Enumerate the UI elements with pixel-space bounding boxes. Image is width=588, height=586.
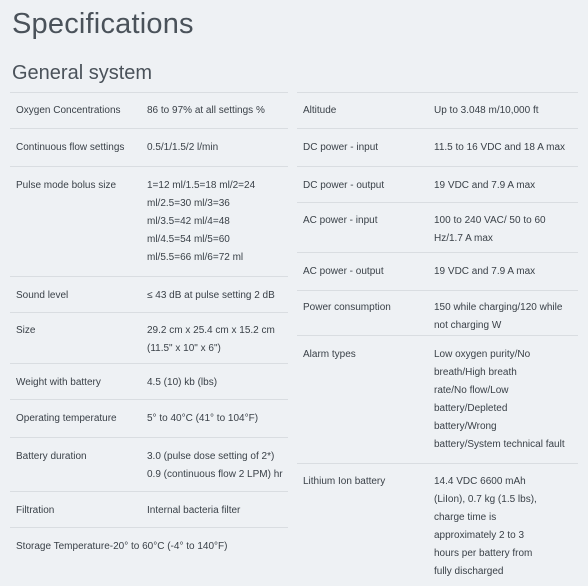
spec-row (297, 202, 578, 252)
spec-label: Battery duration (16, 451, 87, 462)
spec-value-line: charge time is (434, 512, 497, 523)
spec-value-line: 29.2 cm x 25.4 cm x 15.2 cm (147, 325, 275, 336)
spec-value (434, 346, 578, 454)
spec-label: Alarm types (303, 349, 356, 360)
spec-row (10, 527, 288, 567)
spec-value-line: hours per battery from (434, 548, 533, 559)
spec-value (147, 102, 292, 120)
spec-value-line: 19 VDC and 7.9 A max (434, 180, 536, 191)
spec-label: AC power - input (303, 215, 378, 226)
spec-value-line: breath/High breath (434, 367, 517, 378)
spec-row (297, 290, 578, 335)
spec-label: Lithium Ion battery (303, 476, 386, 487)
spec-value (147, 502, 292, 520)
spec-value (434, 139, 578, 157)
spec-label: DC power - input (303, 142, 379, 153)
page-title: Specifications (12, 8, 194, 40)
spec-value (434, 473, 578, 581)
spec-label: Oxygen Concentrations (16, 105, 121, 116)
spec-value-line: 100 to 240 VAC/ 50 to 60 (434, 215, 546, 226)
spec-label: Altitude (303, 105, 337, 116)
spec-value (434, 102, 578, 120)
spec-label: Weight with battery (16, 377, 101, 388)
spec-row (10, 437, 288, 491)
spec-value (434, 177, 578, 195)
spec-value-line: 14.4 VDC 6600 mAh (434, 476, 526, 487)
spec-value (147, 139, 292, 157)
spec-label: Sound level (16, 290, 69, 301)
spec-value-line: ml/5.5=66 ml/6=72 ml (147, 252, 244, 263)
spec-label: AC power - output (303, 266, 384, 277)
spec-value (434, 212, 578, 248)
spec-value-line: ml/3.5=42 ml/4=48 (147, 216, 230, 227)
spec-value-line: approximately 2 to 3 (434, 530, 525, 541)
spec-label: Filtration (16, 505, 55, 516)
spec-value-line: rate/No flow/Low (434, 385, 509, 396)
spec-value-line: not charging W (434, 320, 502, 331)
spec-value-line: 150 while charging/120 while (434, 302, 563, 313)
spec-value (147, 322, 292, 358)
spec-row (10, 92, 288, 128)
spec-label: Power consumption (303, 302, 391, 313)
spec-row (10, 491, 288, 527)
spec-value (147, 177, 292, 267)
spec-value-line: 1=12 ml/1.5=18 ml/2=24 (147, 180, 256, 191)
spec-label: Storage Temperature-20° to 60°C (-4° to 140°F) (16, 541, 228, 552)
spec-value-line: Hz/1.7 A max (434, 233, 493, 244)
spec-value-line: 19 VDC and 7.9 A max (434, 266, 536, 277)
spec-label: Continuous flow settings (16, 142, 125, 153)
spec-value-line: fully discharged (434, 566, 504, 577)
spec-value-line: ml/4.5=54 ml/5=60 (147, 234, 230, 245)
section-title: General system (12, 62, 153, 84)
spec-value (147, 448, 292, 484)
spec-value-line: Internal bacteria filter (147, 505, 241, 516)
spec-row (10, 166, 288, 276)
spec-value-line: 11.5 to 16 VDC and 18 A max (434, 142, 566, 153)
spec-value-line: Up to 3.048 m/10,000 ft (434, 105, 539, 116)
spec-label: DC power - output (303, 180, 385, 191)
spec-value-line: ml/2.5=30 ml/3=36 (147, 198, 230, 209)
spec-row (297, 92, 578, 128)
spec-value-line: (LiIon), 0.7 kg (1.5 lbs), (434, 494, 537, 505)
spec-value-line: battery/Wrong (434, 421, 497, 432)
spec-row (297, 463, 578, 583)
spec-row (297, 166, 578, 202)
spec-value-line: battery/Depleted (434, 403, 508, 414)
spec-row (297, 252, 578, 290)
spec-row (297, 335, 578, 463)
spec-row (10, 363, 288, 399)
spec-value (147, 374, 292, 392)
spec-value-line: 86 to 97% at all settings % (147, 105, 265, 116)
spec-value-line: ≤ 43 dB at pulse setting 2 dB (147, 290, 275, 301)
spec-value-line: 0.5/1/1.5/2 l/min (147, 142, 219, 153)
spec-value-line: 4.5 (10) kb (lbs) (147, 377, 218, 388)
spec-value-line: Low oxygen purity/No (434, 349, 531, 360)
spec-value (434, 299, 578, 335)
spec-value-line: 5° to 40°C (41° to 104°F) (147, 413, 259, 424)
spec-label: Size (16, 325, 36, 336)
spec-row (10, 128, 288, 166)
spec-value (147, 410, 292, 428)
spec-value-line: (11.5" x 10" x 6") (147, 343, 221, 354)
spec-value-line: battery/System technical fault (434, 439, 565, 450)
spec-row (10, 399, 288, 437)
spec-row (10, 276, 288, 312)
spec-value-line: 0.9 (continuous flow 2 LPM) hr (147, 469, 283, 480)
spec-label: Operating temperature (16, 413, 117, 424)
spec-value (434, 263, 578, 281)
spec-label: Pulse mode bolus size (16, 180, 117, 191)
spec-row (297, 128, 578, 166)
spec-value-line: 3.0 (pulse dose setting of 2*) (147, 451, 275, 462)
spec-value (147, 287, 292, 305)
spec-row (10, 312, 288, 363)
